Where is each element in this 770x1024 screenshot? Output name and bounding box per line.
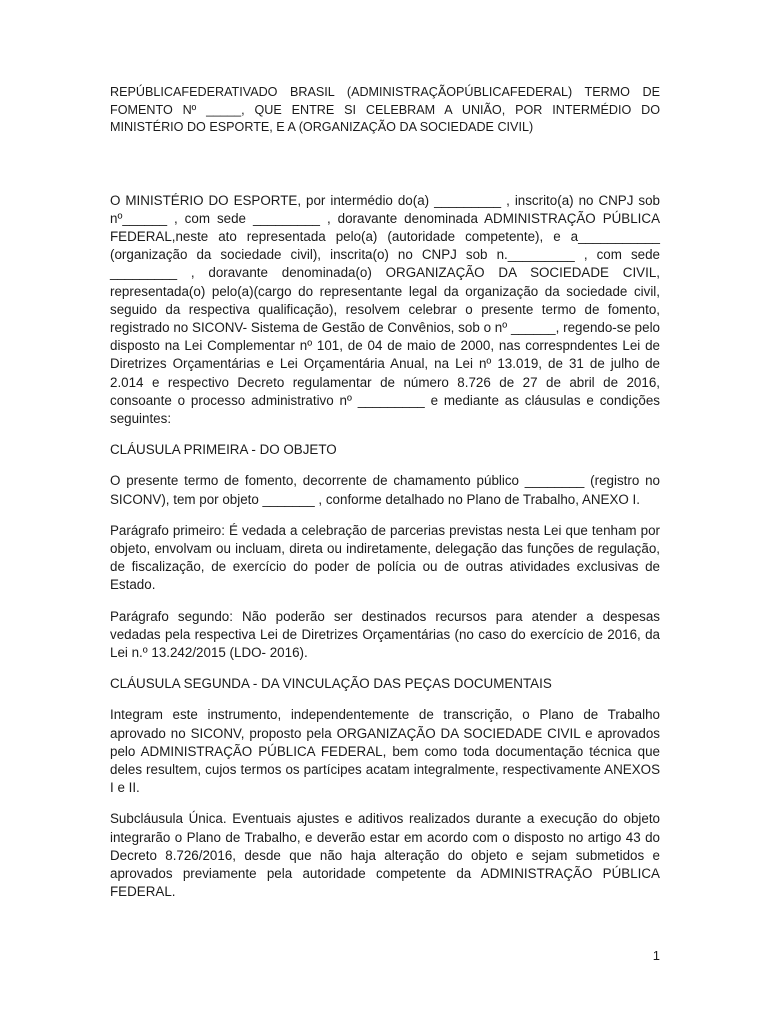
subclause-unica: Subcláusula Única. Eventuais ajustes e aditivos realizados durante a execução do objeto integrarão o Plano de Trabalho, e deverão estar em acordo com o disposto no artigo 43 do Decreto 8.726/2016, desde que não haja alteração do objeto e sejam submetidos e aprovados previamente pela autoridade competente da ADMINISTRAÇÃO PÚBLICA FEDERAL. <box>110 811 660 900</box>
clause-1-text: O presente termo de fomento, decorrente de chamamento público ________ (registro no SICONV), tem por objeto _______ , conforme detalhado no Plano de Trabalho, ANEXO I. <box>110 473 660 507</box>
clause-2-title: CLÁUSULA SEGUNDA - DA VINCULAÇÃO DAS PEÇAS DOCUMENTAIS <box>110 676 552 692</box>
paragraph-first: Parágrafo primeiro: É vedada a celebração de parcerias previstas nesta Lei que tenham por objeto, envolvam ou incluam, direta ou indiretamente, delegação das funções de regulação, de fiscalização, de exercício do poder de polícia ou de outras atividades exclusivas de Estado. <box>110 522 660 593</box>
paragraph-second: Parágrafo segundo: Não poderão ser destinados recursos para atender a despesas vedadas pela respectiva Lei de Diretrizes Orçamentárias (no caso do exercício de 2016, da Lei n.º 13.242/2015 (LDO- 2016). <box>110 608 660 660</box>
page-number: 1 <box>652 948 660 963</box>
clause-2-text: Integram este instrumento, independentemente de transcrição, o Plano de Trabalho aprovado no SICONV, proposto pela ORGANIZAÇÃO DA SOCIEDADE CIVIL e aprovados pelo ADMINISTRAÇÃO PÚBLICA FEDERAL, bem como toda documentação técnica que deles resultem, cujos termos os partícipes acatam integralmente, respectivamente ANEXOS I e II. <box>110 707 660 796</box>
intro-paragraph: O MINISTÉRIO DO ESPORTE, por intermédio do(a) _________ , inscrito(a) no CNPJ sob nº______ , com sede _________ , doravante denominada ADMINISTRAÇÃO PÚBLICA FEDERAL,neste ato representada pelo(a) (autoridade competente), e a___________ (organização da sociedade civil), inscrita(o) no CNPJ sob n._________ , com sede _________ , doravante denominada(o) ORGANIZAÇÃO DA SOCIEDADE CIVIL, representada(o) pelo(a)(cargo do representante legal da organização da sociedade civil, seguido da respectiva qualificação), resolvem celebrar o presente termo de fomento, registrado no SICONV- Sistema de Gestão de Convênios, sob o nº ______, regendo-se pelo disposto na Lei Complementar nº 101, de 04 de maio de 2000, nas correspndentes Lei de Diretrizes Orçamentárias e Lei Orçamentária Anual, na Lei nº 13.019, de 31 de julho de 2.014 e respectivo Decreto regulamentar de número 8.726 de 27 de abril de 2016, consoante o processo administrativo nº _________ e mediante as cláusulas e condições seguintes: <box>110 192 660 426</box>
clause-1-title: CLÁUSULA PRIMEIRA - DO OBJETO <box>110 442 337 458</box>
document-page <box>110 84 660 901</box>
document-header: REPÚBLICAFEDERATIVADO BRASIL (ADMINISTRAÇÃOPÚBLICAFEDERAL) TERMO DE FOMENTO Nº _____, QUE ENTRE SI CELEBRAM A UNIÃO, POR INTERMÉDIO DO MINISTÉRIO DO ESPORTE, E A (ORGANIZAÇÃO DA SOCIEDADE CIVIL) <box>110 85 660 134</box>
